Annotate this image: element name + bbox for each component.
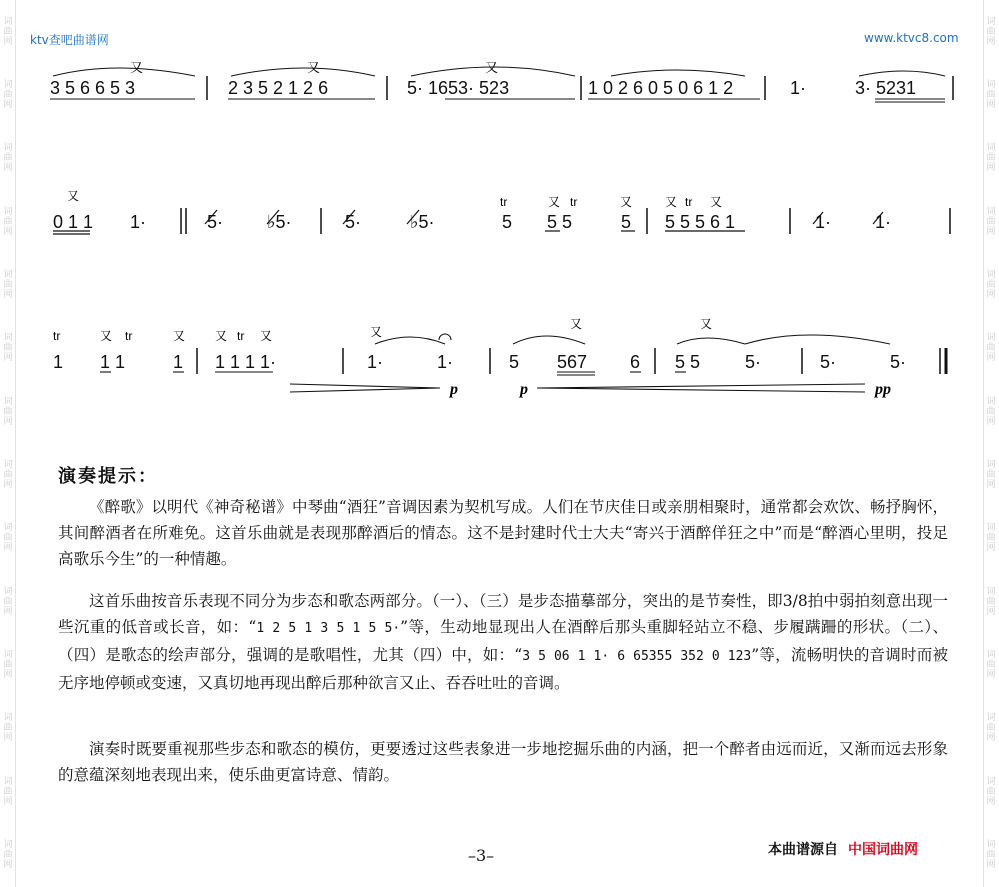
watermark-glyph: 网 bbox=[986, 226, 996, 237]
score-measure: 3 5 6 6 5 3 bbox=[50, 78, 136, 98]
watermark-glyph: 曲 bbox=[3, 850, 13, 861]
score-measure: 5· bbox=[820, 352, 837, 372]
watermark-glyph: 曲 bbox=[986, 533, 996, 544]
score-measure: 5 bbox=[502, 212, 513, 232]
score-measure: 1 1 bbox=[100, 352, 126, 372]
watermark-glyph: 曲 bbox=[3, 723, 13, 734]
score-measure: 1 bbox=[53, 352, 64, 372]
hints-text: ”等，流畅明快的音调时而被无序地停顿或变速，又真切地再现出醉后那种欲言又止、吞吞吐吐的音调。 bbox=[58, 646, 948, 692]
watermark-glyph: 词 bbox=[986, 776, 996, 787]
trill-mark: tr bbox=[125, 329, 133, 343]
score-row-1 bbox=[45, 58, 960, 110]
ornament-mark: 又 bbox=[100, 329, 113, 343]
watermark-glyph: 词 bbox=[3, 333, 13, 344]
watermark-glyph: 曲 bbox=[986, 280, 996, 291]
score-measure: 3· 5231 bbox=[855, 78, 917, 98]
watermark-glyph: 曲 bbox=[986, 26, 996, 37]
watermark-glyph: 网 bbox=[3, 416, 13, 427]
watermark-glyph: 词 bbox=[986, 460, 996, 471]
watermark-glyph-group bbox=[986, 713, 995, 743]
watermark-glyph: 曲 bbox=[3, 26, 13, 37]
watermark-glyph-group bbox=[986, 17, 995, 47]
watermark-glyph: 词 bbox=[3, 270, 13, 281]
hints-text: ”等，生动地显现出人在酒醉后那头重脚轻站立不稳、步履蹒跚的形状。（二）、（四）是歌态的绘声部分，强调的是歌唱性，尤其（四）中，如：“ bbox=[58, 618, 948, 664]
watermark-glyph-group bbox=[3, 840, 12, 870]
watermark-glyph-group bbox=[3, 207, 12, 237]
watermark-glyph: 词 bbox=[3, 523, 13, 534]
watermark-glyph: 网 bbox=[3, 480, 13, 491]
watermark-glyph-group bbox=[986, 523, 995, 553]
watermark-glyph: 网 bbox=[986, 416, 996, 427]
watermark-glyph: 词 bbox=[986, 650, 996, 661]
ornament-mark: 又 bbox=[173, 329, 186, 343]
watermark-glyph-group bbox=[3, 713, 12, 743]
source-credit bbox=[768, 839, 918, 859]
watermark-glyph: 词 bbox=[986, 586, 996, 597]
watermark-glyph: 网 bbox=[3, 733, 13, 744]
ornament-mark: 又 bbox=[260, 329, 273, 343]
watermark-glyph: 词 bbox=[986, 16, 996, 27]
watermark-glyph: 网 bbox=[986, 480, 996, 491]
watermark-glyph: 词 bbox=[3, 840, 13, 851]
ornament-mark: 又 bbox=[570, 318, 583, 331]
watermark-glyph-group bbox=[986, 460, 995, 490]
watermark-glyph: 网 bbox=[986, 543, 996, 554]
watermark-glyph-group bbox=[986, 650, 995, 680]
watermark-glyph: 网 bbox=[3, 226, 13, 237]
ornament-mark: 又 bbox=[710, 195, 723, 209]
ornament-mark: 又 bbox=[370, 325, 383, 339]
watermark-glyph-group bbox=[3, 270, 12, 300]
score-measure: ♭5· bbox=[410, 212, 435, 232]
watermark-glyph: 网 bbox=[986, 796, 996, 807]
watermark-glyph-group bbox=[986, 207, 995, 237]
source-label: 本曲谱源自 bbox=[768, 842, 838, 858]
dynamic-mark: p bbox=[520, 381, 528, 398]
score-measure: 5 5 bbox=[547, 212, 573, 232]
watermark-glyph-group bbox=[986, 587, 995, 617]
hints-paragraph-1: 《醉歌》以明代《神奇秘谱》中琴曲“酒狂”音调因素为契机写成。人们在节庆佳日或亲朋相聚时，通常都会欢饮、畅抒胸怀，其间醉酒者在所难免。这首乐曲就是表现那醉酒后的情态。这不是封建时代士大夫“寄兴于酒醉佯狂之中”而是“醉酒心里明，投足高歌乐今生”的一种情趣。 bbox=[58, 498, 948, 568]
score-measure: ♭5· bbox=[267, 212, 292, 232]
score-row-3 bbox=[45, 318, 960, 408]
watermark-glyph-group bbox=[3, 333, 12, 363]
watermark-glyph: 网 bbox=[986, 290, 996, 301]
score-measure: 1· bbox=[130, 212, 147, 232]
watermark-glyph-group bbox=[3, 650, 12, 680]
watermark-glyph: 曲 bbox=[986, 660, 996, 671]
watermark-glyph: 曲 bbox=[3, 280, 13, 291]
hints-text: 这首乐曲按音乐表现不同分为步态和歌态两部分。（一）、（三）是步态描摹部分，突出的是节奏性，即3/8拍中弱拍刻意出现一些沉重的低音或长音，如：“ bbox=[58, 592, 948, 636]
ornament-mark: 又 bbox=[665, 195, 678, 209]
watermark-glyph-group bbox=[986, 333, 995, 363]
score-measure: 5 5 5 6 1 bbox=[665, 212, 736, 232]
hints-title: 演奏提示： bbox=[58, 466, 158, 487]
watermark-glyph: 曲 bbox=[986, 470, 996, 481]
watermark-glyph: 词 bbox=[986, 523, 996, 534]
score-measure: 6 bbox=[630, 352, 641, 372]
ornament-mark: 又 bbox=[67, 189, 80, 203]
dynamic-mark: p bbox=[450, 381, 458, 398]
ornament-mark: 又 bbox=[548, 195, 561, 209]
watermark-glyph: 曲 bbox=[986, 786, 996, 797]
dynamic-mark: pp bbox=[875, 381, 891, 398]
watermark-glyph: 曲 bbox=[986, 153, 996, 164]
watermark-glyph: 曲 bbox=[986, 406, 996, 417]
watermark-glyph: 词 bbox=[986, 713, 996, 724]
score-measure: 1· bbox=[437, 352, 454, 372]
source-site-link[interactable]: 中国词曲网 bbox=[848, 842, 918, 858]
watermark-glyph: 曲 bbox=[986, 343, 996, 354]
score-measure: 5· 1653· 523 bbox=[407, 78, 510, 98]
watermark-glyph: 网 bbox=[3, 290, 13, 301]
watermark-glyph: 词 bbox=[986, 270, 996, 281]
watermark-glyph: 网 bbox=[986, 36, 996, 47]
watermark-glyph-group bbox=[3, 523, 12, 553]
watermark-glyph: 曲 bbox=[986, 850, 996, 861]
watermark-glyph: 词 bbox=[3, 776, 13, 787]
ornament-mark: 又 bbox=[620, 195, 633, 209]
watermark-glyph: 词 bbox=[3, 460, 13, 471]
watermark-glyph: 网 bbox=[986, 860, 996, 871]
watermark-right: www.ktvc8.com bbox=[864, 31, 959, 45]
watermark-glyph: 网 bbox=[3, 860, 13, 871]
watermark-left: ktv查吧曲谱网 bbox=[30, 33, 109, 47]
watermark-glyph: 曲 bbox=[3, 90, 13, 101]
trill-mark: tr bbox=[685, 195, 693, 209]
watermark-glyph: 词 bbox=[3, 143, 13, 154]
watermark-glyph: 网 bbox=[3, 353, 13, 364]
score-measure: 5· bbox=[345, 212, 362, 232]
score-measure: 1· bbox=[790, 78, 807, 98]
score-measure: 5· bbox=[207, 212, 224, 232]
score-measure: 1 bbox=[173, 352, 184, 372]
score-measure: 5 5 bbox=[675, 352, 701, 372]
watermark-glyph: 曲 bbox=[3, 216, 13, 227]
watermark-glyph-group bbox=[986, 80, 995, 110]
score-measure: 0 1 1 bbox=[53, 212, 94, 232]
inline-notation: 3 5 06 1 1· 6 65355 352 0 123 bbox=[522, 649, 752, 664]
watermark-glyph: 词 bbox=[3, 16, 13, 27]
watermark-glyph: 曲 bbox=[3, 153, 13, 164]
watermark-glyph: 网 bbox=[986, 670, 996, 681]
watermark-glyph: 曲 bbox=[986, 90, 996, 101]
watermark-glyph: 曲 bbox=[986, 596, 996, 607]
watermark-glyph: 网 bbox=[3, 796, 13, 807]
watermark-glyph: 曲 bbox=[3, 343, 13, 354]
score-measure: 1 1 1 1· bbox=[215, 352, 277, 372]
score-measure: 1· bbox=[875, 212, 892, 232]
watermark-glyph: 网 bbox=[3, 100, 13, 111]
watermark-glyph: 曲 bbox=[3, 533, 13, 544]
watermark-glyph: 网 bbox=[3, 606, 13, 617]
watermark-glyph: 词 bbox=[3, 713, 13, 724]
score-measure: 5· bbox=[890, 352, 907, 372]
score-measure: 5 bbox=[509, 352, 520, 372]
watermark-glyph: 词 bbox=[986, 840, 996, 851]
watermark-glyph: 词 bbox=[3, 650, 13, 661]
watermark-glyph-group bbox=[3, 143, 12, 173]
hints-paragraph-3: 演奏时既要重视那些步态和歌态的模仿，更要透过这些表象进一步地挖掘乐曲的内涵，把一个醉者由远而近，又渐而远去形象的意蕴深刻地表现出来，使乐曲更富诗意、情韵。 bbox=[58, 740, 948, 784]
watermark-glyph-group bbox=[986, 777, 995, 807]
watermark-glyph: 词 bbox=[986, 143, 996, 154]
watermark-glyph: 词 bbox=[3, 586, 13, 597]
watermark-glyph: 网 bbox=[3, 543, 13, 554]
watermark-glyph: 词 bbox=[3, 396, 13, 407]
watermark-glyph-group bbox=[3, 17, 12, 47]
watermark-glyph-group bbox=[3, 587, 12, 617]
trill-mark: tr bbox=[53, 329, 61, 343]
watermark-glyph-group bbox=[3, 777, 12, 807]
score-measure: 1· bbox=[815, 212, 832, 232]
watermark-glyph: 词 bbox=[986, 206, 996, 217]
score-measure: 1· bbox=[367, 352, 384, 372]
inline-notation: 1 2 5 1 3 5 1 5 5· bbox=[256, 621, 401, 636]
watermark-glyph-group bbox=[986, 840, 995, 870]
watermark-glyph: 词 bbox=[986, 396, 996, 407]
ornament-mark: 又 bbox=[700, 318, 713, 331]
watermark-glyph: 网 bbox=[986, 733, 996, 744]
watermark-glyph: 网 bbox=[3, 163, 13, 174]
watermark-glyph: 网 bbox=[986, 100, 996, 111]
score-measure: 2 3 5 2 1 2 6 bbox=[228, 78, 329, 98]
score-measure: 1 0 2 6 0 5 0 6 1 2 bbox=[588, 78, 734, 98]
ornament-mark: 又 bbox=[307, 60, 321, 75]
left-watermark-column bbox=[0, 0, 16, 887]
watermark-glyph: 网 bbox=[3, 36, 13, 47]
ornament-mark: 又 bbox=[215, 329, 228, 343]
hints-paragraph-2 bbox=[58, 588, 948, 696]
watermark-glyph: 网 bbox=[986, 606, 996, 617]
watermark-glyph: 词 bbox=[3, 206, 13, 217]
watermark-glyph: 网 bbox=[986, 163, 996, 174]
ornament-mark: 又 bbox=[485, 60, 499, 75]
watermark-glyph: 网 bbox=[986, 353, 996, 364]
trill-mark: tr bbox=[237, 329, 245, 343]
page-number: –3– bbox=[468, 846, 495, 865]
watermark-glyph: 曲 bbox=[3, 596, 13, 607]
watermark-glyph-group bbox=[986, 397, 995, 427]
watermark-glyph-group bbox=[3, 80, 12, 110]
watermark-glyph-group bbox=[3, 460, 12, 490]
watermark-glyph-group bbox=[986, 143, 995, 173]
trill-mark: tr bbox=[570, 195, 578, 209]
score-measure: 567 bbox=[557, 352, 588, 372]
watermark-glyph: 词 bbox=[986, 333, 996, 344]
right-watermark-column bbox=[983, 0, 999, 887]
watermark-glyph: 曲 bbox=[3, 470, 13, 481]
watermark-glyph-group bbox=[986, 270, 995, 300]
watermark-glyph: 曲 bbox=[3, 786, 13, 797]
watermark-glyph: 曲 bbox=[986, 216, 996, 227]
trill-mark: tr bbox=[500, 195, 508, 209]
watermark-glyph: 词 bbox=[986, 80, 996, 91]
score-measure: 5 bbox=[621, 212, 632, 232]
score-measure: 5· bbox=[745, 352, 762, 372]
watermark-glyph: 曲 bbox=[986, 723, 996, 734]
watermark-glyph: 词 bbox=[3, 80, 13, 91]
watermark-glyph: 曲 bbox=[3, 406, 13, 417]
watermark-glyph: 曲 bbox=[3, 660, 13, 671]
watermark-glyph: 网 bbox=[3, 670, 13, 681]
ornament-mark: 又 bbox=[130, 60, 144, 75]
watermark-glyph-group bbox=[3, 397, 12, 427]
score-row-2 bbox=[45, 188, 960, 240]
